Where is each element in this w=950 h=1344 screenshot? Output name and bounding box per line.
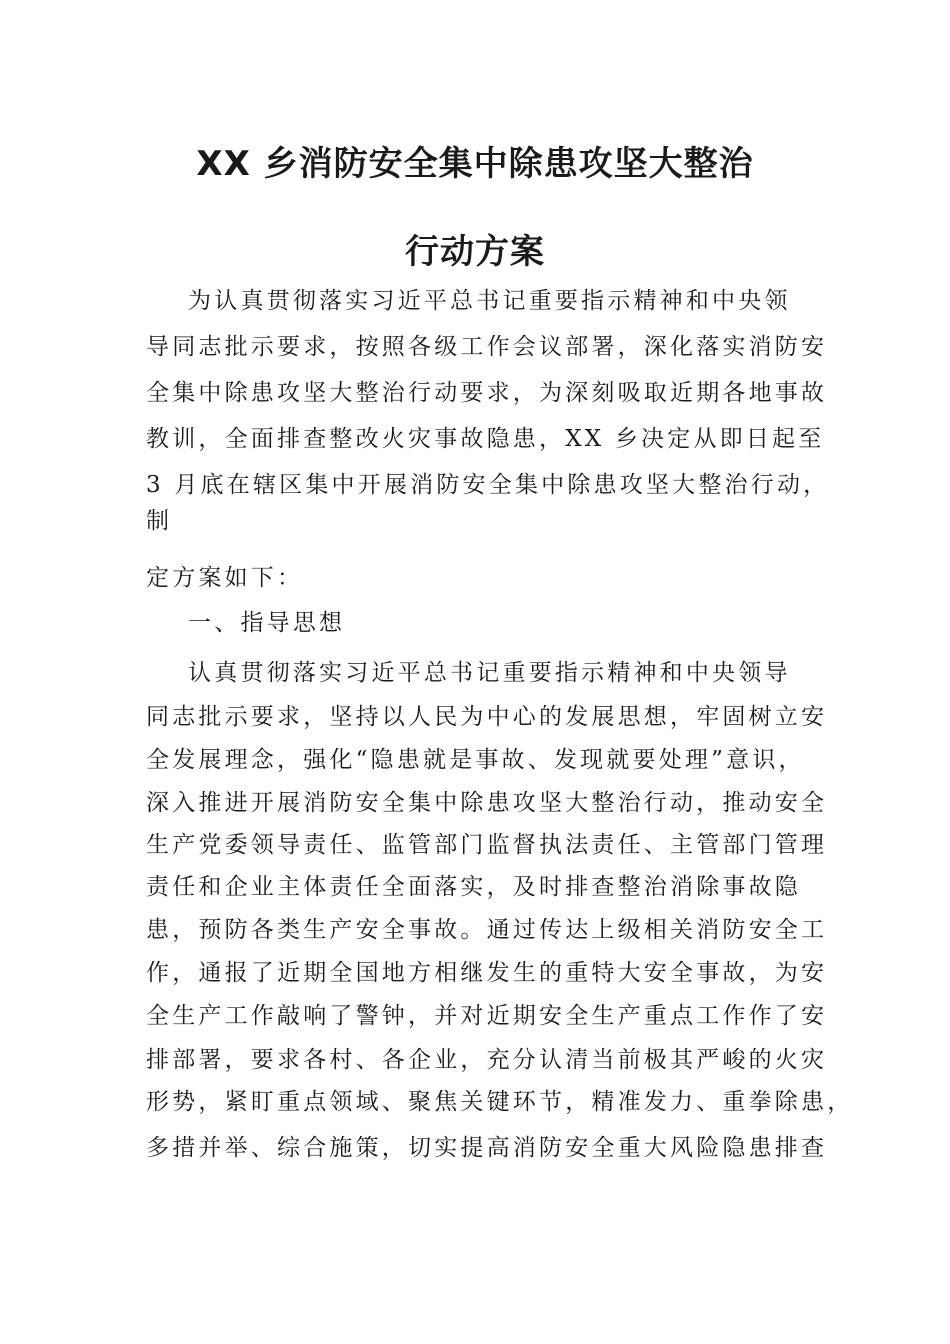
document-title-line-2: 行动方案 xyxy=(405,232,545,272)
body-line: 为认真贯彻落实习近平总书记重要指示精神和中央领 xyxy=(146,288,791,314)
body-line: 教训，全面排查整改火灾事故隐患，XX 乡决定从即日起至 xyxy=(146,426,825,452)
document-title-line-1: XX 乡消防安全集中除患攻坚大整治 xyxy=(196,144,754,184)
body-line: 深入推进开展消防安全集中除患攻坚大整治行动，推动安全 xyxy=(146,790,828,816)
body-line: 多措并举、综合施策，切实提高消防安全重大风险隐患排查 xyxy=(146,1135,828,1161)
body-line: 定方案如下： xyxy=(146,565,304,591)
body-line: 形势，紧盯重点领域、聚焦关键环节，精准发力、重拳除患， xyxy=(146,1089,854,1115)
body-line: 患，预防各类生产安全事故。通过传达上级相关消防安全工 xyxy=(146,917,828,943)
body-line: 同志批示要求，坚持以人民为中心的发展思想，牢固树立安 xyxy=(146,704,828,730)
body-line: 制 xyxy=(146,508,173,534)
body-line: 导同志批示要求，按照各级工作会议部署，深化落实消防安 xyxy=(146,334,828,360)
body-line: 全集中除患攻坚大整治行动要求，为深刻吸取近期各地事故 xyxy=(146,380,828,406)
body-line: 作，通报了近期全国地方相继发生的重特大安全事故，为安 xyxy=(146,960,828,986)
body-line: 生产党委领导责任、监管部门监督执法责任、主管部门管理 xyxy=(146,832,828,858)
body-line: 排部署，要求各村、各企业，充分认清当前极其严峻的火灾 xyxy=(146,1047,828,1073)
body-line: 3 月底在辖区集中开展消防安全集中除患攻坚大整治行动， xyxy=(146,472,830,498)
body-line: 全生产工作敲响了警钟，并对近期安全生产重点工作作了安 xyxy=(146,1003,828,1029)
section-heading: 一、指导思想 xyxy=(146,610,346,636)
body-line: 责任和企业主体责任全面落实，及时排查整治消除事故隐 xyxy=(146,874,801,900)
body-line: 全发展理念，强化“隐患就是事故、发现就要处理”意识， xyxy=(146,747,805,773)
body-line: 认真贯彻落实习近平总书记重要指示精神和中央领导 xyxy=(146,660,791,686)
